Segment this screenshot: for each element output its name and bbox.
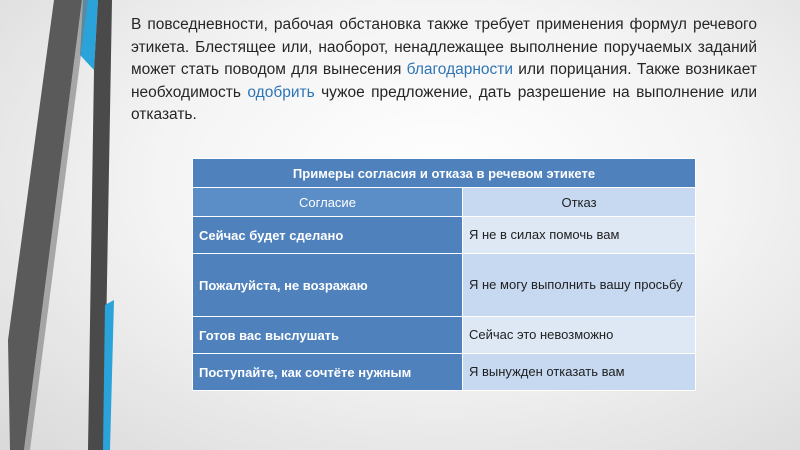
intro-text-2: или порицания. Также возникает необходимость [131,61,757,101]
cell-agree: Сейчас будет сделано [193,217,463,254]
intro-text-3: чужое предложение, дать разрешение на выполнение или отказать. [131,83,757,123]
header-refuse: Отказ [463,188,696,217]
table-header-row [193,188,696,217]
table-row [193,354,696,391]
table-row [193,317,696,354]
dark-stripe-left [8,0,82,450]
table-title: Примеры согласия и отказа в речевом этикете [193,159,696,188]
table-row [193,254,696,317]
highlight-approve: одобрить [247,83,315,101]
intro-paragraph [131,14,757,127]
examples-table [192,158,696,391]
cell-refuse: Я не могу выполнить вашу просьбу [463,254,696,317]
table-title-row [193,159,696,188]
cell-agree: Поступайте, как сочтёте нужным [193,354,463,391]
cell-agree: Пожалуйста, не возражаю [193,254,463,317]
cell-refuse: Я вынужден отказать вам [463,354,696,391]
cell-refuse: Я не в силах помочь вам [463,217,696,254]
intro-text-1: В повседневности, рабочая обстановка также требует применения формул речевого этикета. Блестящее или, наоборот, ненадлежащее выполнение поручаемых заданий может стать поводом для вынесения [131,16,757,78]
cell-refuse: Сейчас это невозможно [463,317,696,354]
highlight-gratitude: благодарности [406,61,514,78]
cell-agree: Готов вас выслушать [193,317,463,354]
header-agree: Согласие [193,188,463,217]
table-row [193,217,696,254]
